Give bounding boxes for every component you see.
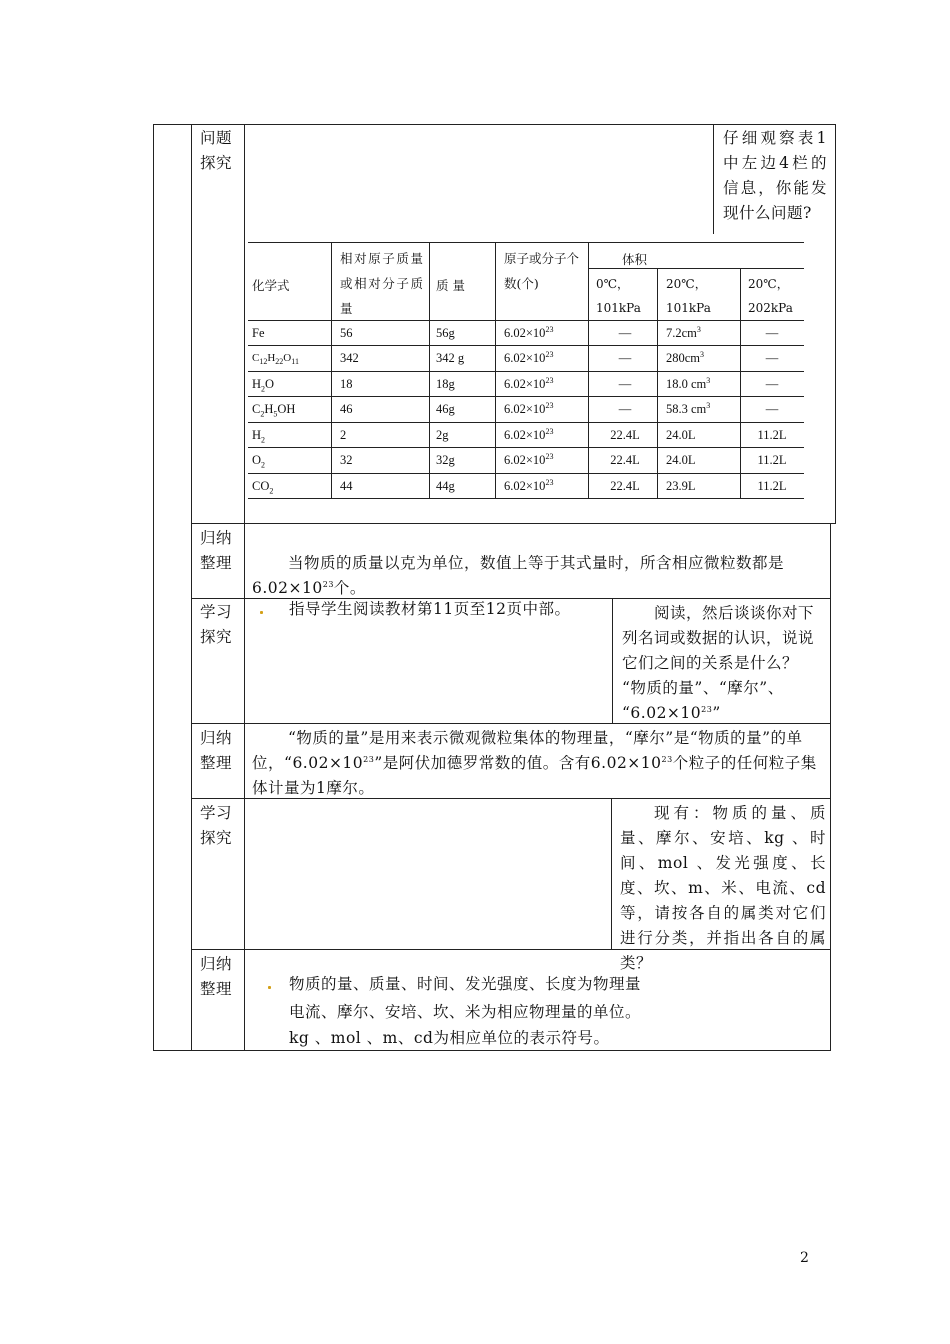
table-cell-count: $6.02\times 10^{23}$ [504, 324, 554, 340]
row2-body [252, 551, 824, 601]
table-cell-v2: 24.0L [666, 453, 696, 467]
table-cell-v3: 11.2L [757, 479, 787, 493]
table-cell-relmass: 2 [340, 428, 347, 442]
frame-right [830, 524, 831, 1051]
table-col-5 [657, 268, 658, 499]
table-cell-v3: 11.2L [757, 453, 787, 467]
table-cell-count: $6.02\times 10^{23}$ [504, 451, 554, 467]
th-count: 原子或分子个数(个) [504, 251, 580, 291]
table-cell-count: $6.02\times 10^{23}$ [504, 349, 554, 365]
frame-col-divider-1 [191, 124, 192, 1051]
table-cell-formula: $O_2$ [252, 453, 266, 470]
row6-line2: 电流、摩尔、安培、坎、米为相应物理量的单位。 [289, 1003, 642, 1021]
table-cell-formula: $C_2H_5OH$ [252, 402, 296, 419]
table-cell-v1: — [618, 377, 632, 391]
table-cell-relmass: 46 [340, 402, 353, 416]
row6-line3: kg 、mol 、m、cd为相应单位的表示符号。 [289, 1029, 610, 1047]
table-cell-v3: — [765, 351, 779, 365]
table-cell-count: $6.02\times 10^{23}$ [504, 477, 554, 493]
table-cell-relmass: 342 [340, 351, 359, 365]
table-cell-relmass: 44 [340, 479, 353, 493]
table-cell-mass: 56g [436, 326, 455, 340]
table-cell-formula: $H_2O$ [252, 377, 275, 394]
row3-marker [260, 611, 263, 614]
th-v2: 20℃，101kPa [666, 277, 711, 315]
note-divider-r1 [713, 124, 714, 234]
row-sep-1 [191, 523, 836, 524]
table-cell-relmass: 56 [340, 326, 353, 340]
th-volume: 体积 [622, 252, 648, 267]
table-cell-formula: $C_{12}H_{22}O_{11}$ [252, 352, 299, 367]
table-col-4 [588, 242, 589, 499]
table-cell-mass: 44g [436, 479, 455, 493]
table-cell-v3: — [765, 326, 779, 340]
table-cell-v2: 24.0L [666, 428, 696, 442]
row3-note-number: “$6.02\times 10^{23}$” [622, 704, 721, 722]
table-cell-v3: — [765, 402, 779, 416]
row3-note-text: 阅读，然后谈谈你对下列名词或数据的认识，说说它们之间的关系是什么？ [622, 604, 815, 672]
row3-note-terms: “物质的量”、“摩尔”、 [622, 679, 784, 697]
row6-marker [268, 986, 271, 989]
note-divider-r5 [611, 798, 612, 949]
table-col-3 [495, 242, 496, 499]
table-col-2 [429, 242, 430, 499]
table-cell-relmass: 18 [340, 377, 353, 391]
table-cell-v1: 22.4L [610, 453, 640, 467]
table-cell-mass: 18g [436, 377, 455, 391]
row1-label: 问题探究 [200, 129, 233, 172]
table-cell-v2: $280cm^3$ [666, 349, 705, 365]
table-cell-mass: 2g [436, 428, 449, 442]
table-col-6 [740, 268, 741, 499]
table-cell-v2: 23.9L [666, 479, 696, 493]
row3-body: 指导学生阅读教材第11页至12页中部。 [289, 600, 571, 618]
row2-tail: 个。 [333, 579, 366, 597]
th-mass: 质 量 [436, 278, 465, 293]
row3-note [622, 601, 826, 726]
table-cell-count: $6.02\times 10^{23}$ [504, 426, 554, 442]
row6-label: 归纳整理 [200, 955, 233, 998]
table-cell-v1: 22.4L [610, 479, 640, 493]
table-cell-mass: 32g [436, 453, 455, 467]
row2-text: 当物质的质量以克为单位，数值上等于其式量时，所含相应微粒数都是 [288, 554, 785, 572]
th-v1: 0℃，101kPa [596, 277, 641, 315]
frame-left [153, 124, 154, 1051]
table-cell-v2: 58.3 $cm^3$ [666, 400, 711, 416]
row5-note: 现有：物质的量、质量、摩尔、安培、kg 、时间、mol 、发光强度、长度、坎、m、米、电流、cd等，请按各自的属类对它们进行分类，并指出各自的属类？ [620, 804, 826, 972]
note-divider-r3 [612, 598, 613, 723]
table-cell-v1: — [618, 351, 632, 365]
table-cell-v3: 11.2L [757, 428, 787, 442]
table-cell-v1: — [618, 402, 632, 416]
table-cell-formula: $CO_2$ [252, 479, 274, 496]
row2-num: 6.02×10 [252, 579, 323, 597]
th-v3: 20℃，202kPa [748, 277, 793, 315]
row4-label: 归纳整理 [200, 729, 233, 772]
table-cell-formula: Fe [252, 326, 265, 340]
row2-label: 归纳整理 [200, 529, 233, 572]
frame-col-divider-2 [244, 124, 245, 1051]
table-cell-mass: 46g [436, 402, 455, 416]
th-formula: 化学式 [252, 278, 290, 293]
table-header-volume-sep [588, 268, 804, 269]
table-col-1 [331, 242, 332, 499]
row1-note: 仔细观察表1中左边4栏的信息，你能发现什么问题? [723, 129, 827, 222]
table-cell-v3: — [765, 377, 779, 391]
table-cell-v1: 22.4L [610, 428, 640, 442]
row6-line1: 物质的量、质量、时间、发光强度、长度为物理量 [289, 975, 642, 993]
row3-label: 学习探究 [200, 603, 233, 646]
table-cell-formula: $H_2$ [252, 428, 266, 445]
row5-label: 学习探究 [200, 804, 233, 847]
frame-top [153, 124, 835, 125]
table-cell-v1: — [618, 326, 632, 340]
table-cell-count: $6.02\times 10^{23}$ [504, 375, 554, 391]
th-relmass: 相对原子质量或相对分子质量 [340, 251, 424, 316]
table-cell-v2: 18.0 $cm^3$ [666, 375, 711, 391]
table-cell-relmass: 32 [340, 453, 353, 467]
table-cell-v2: $7.2cm^3$ [666, 324, 701, 340]
row4-body: “物质的量”是用来表示微观微粒集体的物理量，“摩尔”是“物质的量”的单位，“$6.02\times 10^{23}$”是阿伏加德罗常数的值。含有$6.02\times 10^{23}$个粒子的任何粒子集体计量为1摩尔。 [252, 729, 817, 797]
row2-sup: 23 [322, 579, 334, 589]
page-number: 2 [800, 1250, 809, 1266]
table-cell-count: $6.02\times 10^{23}$ [504, 400, 554, 416]
table-cell-mass: 342 g [436, 351, 465, 365]
frame-right-top [835, 124, 836, 524]
